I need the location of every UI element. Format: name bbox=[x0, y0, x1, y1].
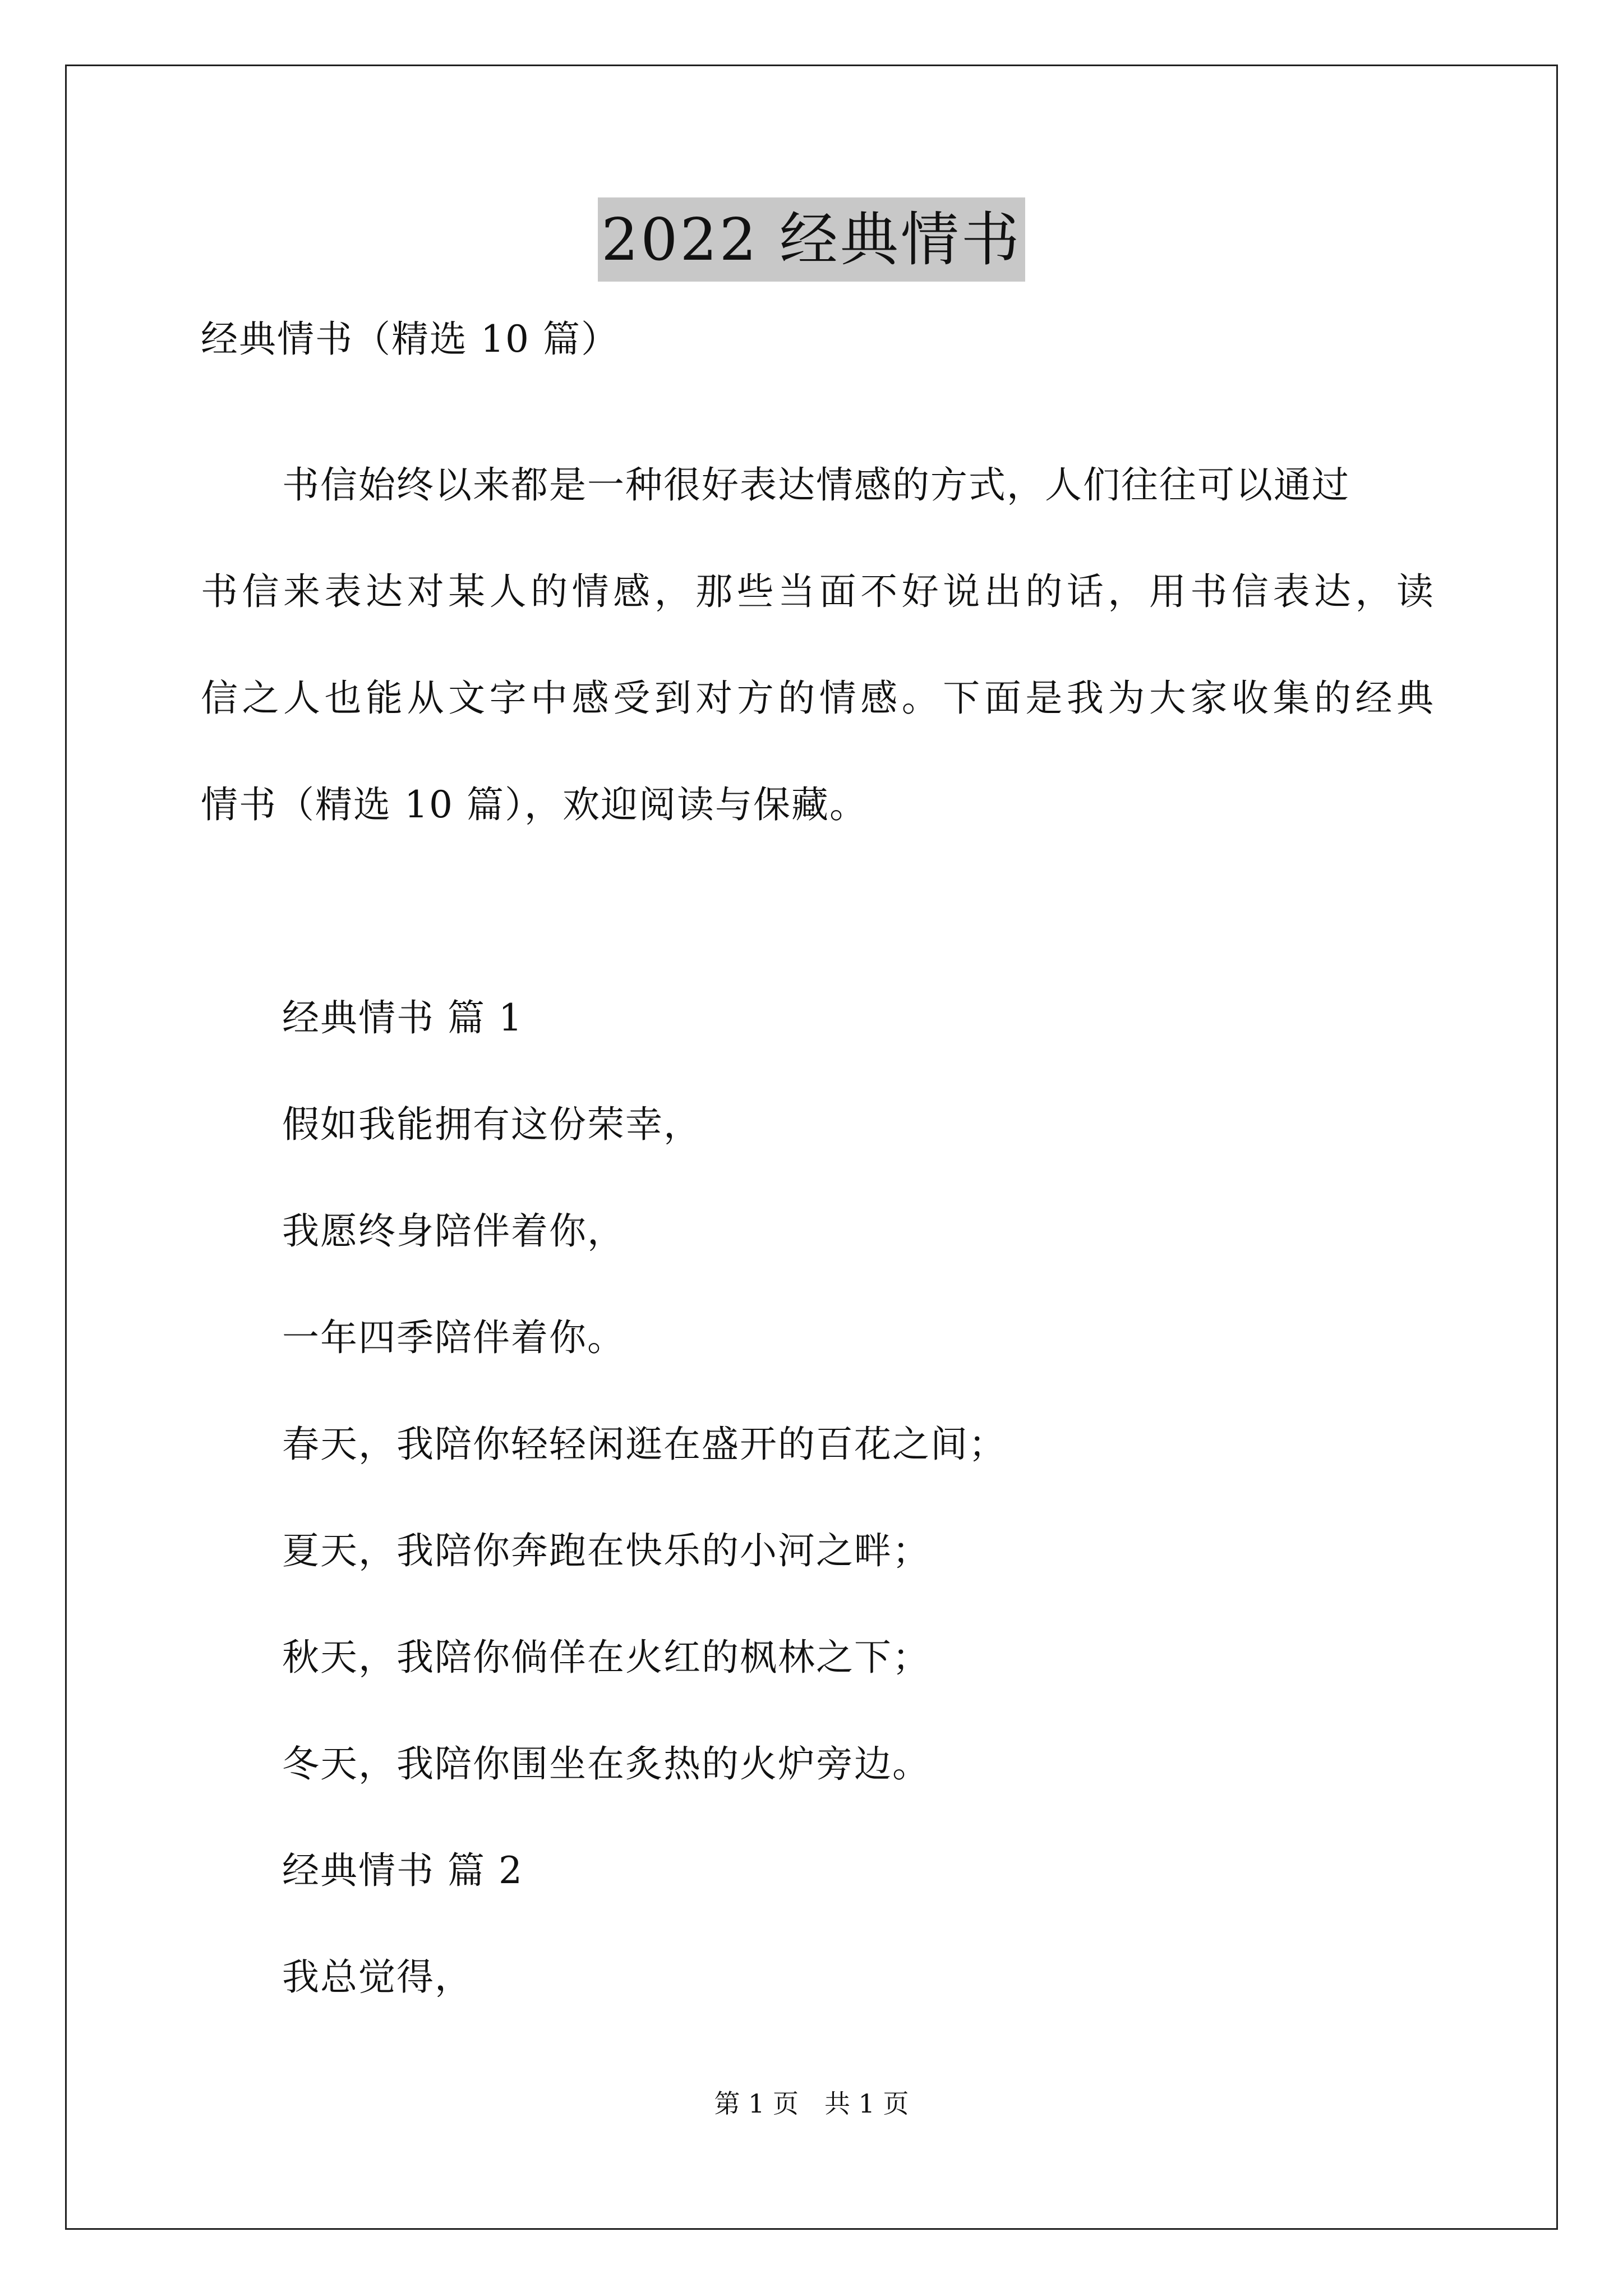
poem-line: 假如我能拥有这份荣幸， bbox=[282, 1103, 702, 1146]
poem-line: 秋天，我陪你倘佯在火红的枫林之下； bbox=[282, 1636, 930, 1679]
intro-line-4: 情书（精选 10 篇），欢迎阅读与保藏。 bbox=[201, 783, 868, 826]
poem-line: 春天，我陪你轻轻闲逛在盛开的百花之间； bbox=[282, 1423, 1007, 1466]
poem-line: 我总觉得， bbox=[282, 1955, 473, 1999]
intro-line-3: 信之人也能从文字中感受到对方的情感。下面是我为大家收集的经典 bbox=[201, 677, 1435, 720]
page-footer: 第 1 页 共 1 页 bbox=[714, 2088, 909, 2119]
section-heading-2: 经典情书 篇 2 bbox=[282, 1849, 523, 1892]
document-title: 2022 经典情书 bbox=[598, 197, 1025, 282]
section-heading-1: 经典情书 篇 1 bbox=[282, 996, 523, 1039]
poem-line: 一年四季陪伴着你。 bbox=[282, 1316, 625, 1359]
poem-line: 冬天，我陪你围坐在炙热的火炉旁边。 bbox=[282, 1742, 930, 1786]
intro-line-1: 书信始终以来都是一种很好表达情感的方式，人们往往可以通过 bbox=[282, 463, 1350, 507]
title-container bbox=[0, 197, 1623, 282]
poem-line: 我愿终身陪伴着你， bbox=[282, 1209, 625, 1253]
document-subtitle: 经典情书（精选 10 篇） bbox=[201, 318, 619, 361]
poem-line: 夏天，我陪你奔跑在快乐的小河之畔； bbox=[282, 1529, 930, 1572]
intro-line-2: 书信来表达对某人的情感，那些当面不好说出的话，用书信表达，读 bbox=[201, 570, 1435, 613]
